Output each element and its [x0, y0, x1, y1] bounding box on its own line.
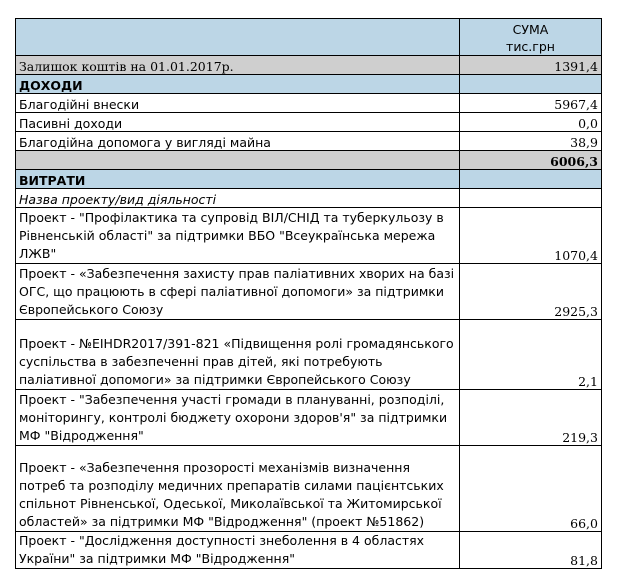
project-value: 2,1: [460, 320, 602, 390]
income-total-row: [16, 151, 602, 170]
project-row: [16, 208, 602, 264]
project-value: 66,0: [460, 446, 602, 532]
income-row: [16, 94, 602, 113]
header-label-cell: [16, 19, 460, 56]
project-value: 2925,3: [460, 264, 602, 320]
project-label: Проект - №EIHDR2017/391-821 «Підвищення ролі громадянського суспільства в забезпеченні прав дітей, які потребують паліативної допомоги» за підтримки Європейського Союзу: [16, 320, 460, 390]
project-row: [16, 532, 602, 569]
project-label: Проект - "Дослідження доступності знеболення в 4 областях України" за підтримки МФ "Відродження": [16, 532, 460, 569]
project-label: Проект - "Забезпечення участі громади в плануванні, розподілі, моніторингу, контролі бюджету охорони здоров'я" за підтримки МФ "Відродження": [16, 390, 460, 446]
project-value: 81,8: [460, 532, 602, 569]
project-value: 1070,4: [460, 208, 602, 264]
balance-row: [16, 56, 602, 75]
expenses-title-row: [16, 170, 602, 189]
expenses-title: ВИТРАТИ: [16, 170, 460, 189]
income-row: [16, 132, 602, 151]
project-label: Проект - «Забезпечення захисту прав паліативних хворих на базі ОГС, що працюють в сфері паліативної допомоги» за підтримки Європейського Союзу: [16, 264, 460, 320]
expenses-subtitle: Назва проекту/вид діяльності: [16, 189, 460, 208]
income-value: 5967,4: [460, 94, 602, 113]
income-title-row: [16, 75, 602, 94]
project-value: 219,3: [460, 390, 602, 446]
project-label: Проект - "Профілактика та супровід ВІЛ/СНІД та туберкульозу в Рівненській області" за підтримки ВБО "Всеукраїнська мережа ЛЖВ": [16, 208, 460, 264]
balance-value: 1391,4: [460, 56, 602, 75]
financial-report-table: [15, 18, 602, 569]
income-label: Благодійна допомога у вигляді майна: [16, 132, 460, 151]
income-value: 38,9: [460, 132, 602, 151]
sum-header-unit: тис.грн: [506, 39, 555, 54]
project-row: [16, 390, 602, 446]
header-row: [16, 19, 602, 56]
income-value: 0,0: [460, 113, 602, 132]
income-total-value: 6006,3: [460, 151, 602, 170]
income-title: ДОХОДИ: [16, 75, 460, 94]
balance-label: Залишок коштів на 01.01.2017р.: [16, 56, 460, 75]
project-row: [16, 320, 602, 390]
project-row: [16, 446, 602, 532]
income-row: [16, 113, 602, 132]
header-sum-cell: [460, 19, 602, 56]
project-row: [16, 264, 602, 320]
project-label: Проект - «Забезпечення прозорості механізмів визначення потреб та розподілу медичних препаратів силами пацієнтських спільнот Рівненської, Одеської, Миколаївської та Житомирської областей» за підтримки МФ "Відродження" (проект №51862): [16, 446, 460, 532]
income-label: Пасивні доходи: [16, 113, 460, 132]
income-label: Благодійні внески: [16, 94, 460, 113]
expenses-subtitle-row: [16, 189, 602, 208]
sum-header-title: СУМА: [512, 22, 549, 37]
